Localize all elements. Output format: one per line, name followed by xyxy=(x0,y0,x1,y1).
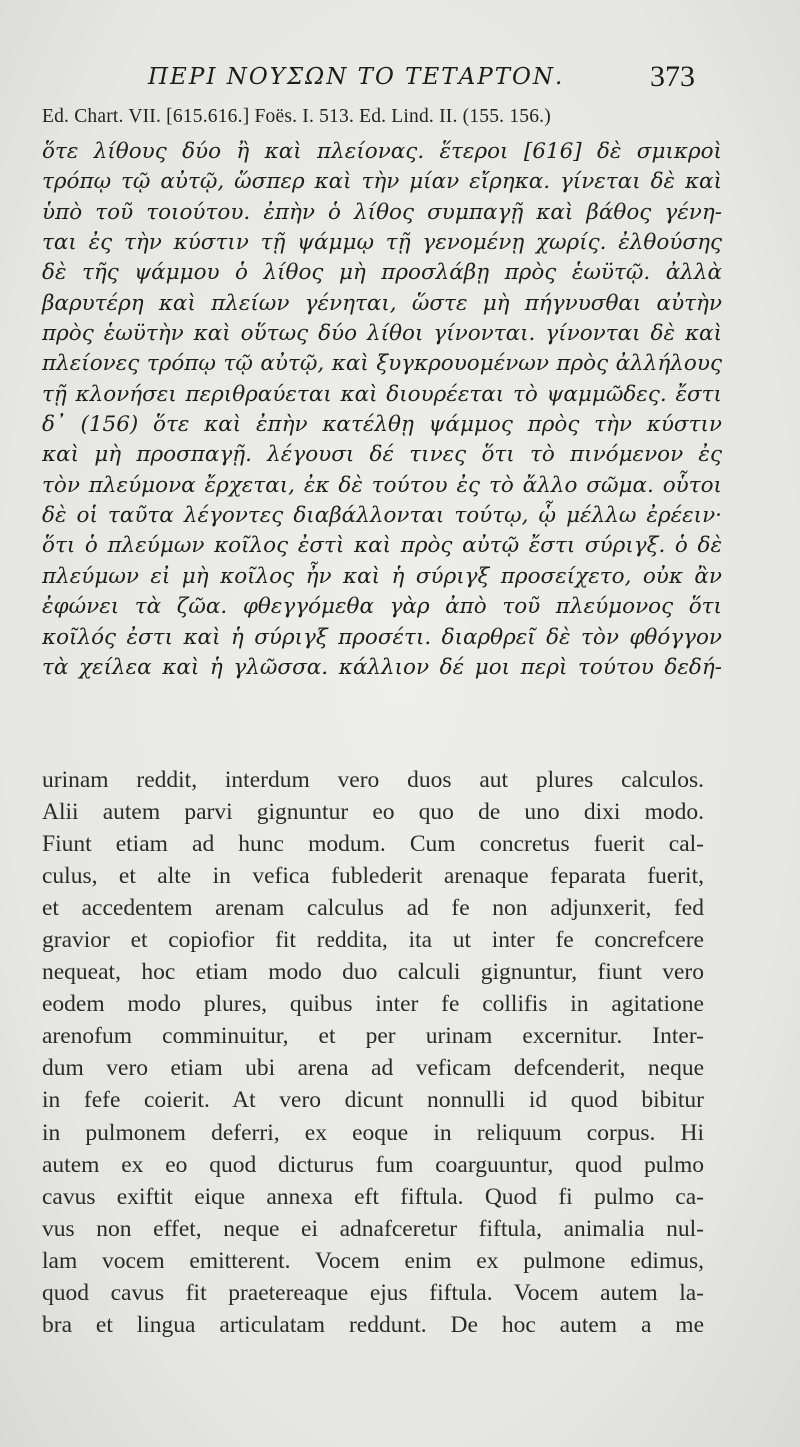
greek-line: πρὸς ἑωϋτὴν καὶ οὕτως δύο λίθοι γίνονται. γίνονται δὲ καὶ xyxy=(42,321,722,347)
latin-line: lam vocem emitterent. Vocem enim ex pulmone edimus, xyxy=(42,1247,704,1274)
latin-line: culus, et alte in vefica fublederit arenaque feparata fuerit, xyxy=(42,863,704,890)
latin-line: autem ex eo quod dicturus fum coarguuntur, quod pulmo xyxy=(42,1151,704,1178)
greek-line: δὲ οἱ ταῦτα λέγοντες διαβάλλονται τούτῳ, ᾧ μέλλω ἐρέειν· xyxy=(42,503,722,529)
greek-text-block xyxy=(42,137,722,683)
latin-line: et accedentem arenam calculus ad fe non adjunxerit, fed xyxy=(42,895,704,922)
page-number: 373 xyxy=(650,60,695,93)
latin-line: Fiunt etiam ad hunc modum. Cum concretus fuerit cal- xyxy=(42,831,704,858)
greek-line: πλεύμων εἰ μὴ κοῖλος ἦν καὶ ἡ σύριγξ προσείχετο, οὐκ ἂν xyxy=(42,563,722,589)
latin-line: in fefe coierit. At vero dicunt nonnulli id quod bibitur xyxy=(42,1087,704,1114)
greek-line: πλείονες τρόπῳ τῷ αὐτῷ, καὶ ξυγκρουομένων πρὸς ἀλλήλους xyxy=(42,351,722,377)
latin-line: vus non effet, neque ei adnafceretur fiftula, animalia nul- xyxy=(42,1215,704,1242)
latin-text-block xyxy=(42,764,704,1341)
running-title: ΠΕΡΙ ΝΟΥΣΩΝ ΤΟ ΤΕΤΑΡΤΟΝ. xyxy=(148,64,565,90)
latin-line: gravior et copiofior fit reddita, ita ut inter fe concrefcere xyxy=(42,927,704,954)
latin-line: urinam reddit, interdum vero duos aut plures calculos. xyxy=(42,767,704,793)
running-head xyxy=(0,58,800,98)
latin-line: dum vero etiam ubi arena ad veficam defcenderit, neque xyxy=(42,1055,704,1082)
greek-line: τῇ κλονήσει περιθραύεται καὶ διουρέεται τὸ ψαμμῶδες. ἔστι xyxy=(42,381,722,407)
greek-line: ὅτι ὁ πλεύμων κοῖλος ἐστὶ καὶ πρὸς αὐτῷ ἔστι σύριγξ. ὁ δὲ xyxy=(42,533,722,559)
greek-line: τὰ χείλεα καὶ ἡ γλῶσσα. κάλλιον δέ μοι περὶ τούτου δεδή- xyxy=(42,654,722,680)
latin-line: Alii autem parvi gignuntur eo quo de uno dixi modo. xyxy=(42,799,704,826)
greek-line: ὅτε λίθους δύο ἢ καὶ πλείονας. ἕτεροι [616] δὲ σμικροὶ xyxy=(42,139,722,164)
latin-line: in pulmonem deferri, ex eoque in reliquum corpus. Hi xyxy=(42,1119,704,1146)
greek-line: δὲ τῆς ψάμμου ὁ λίθος μὴ προσλάβῃ πρὸς ἑωϋτῷ. ἀλλὰ xyxy=(42,260,722,286)
greek-line: ἐφώνει τὰ ζῶα. φθεγγόμεθα γὰρ ἀπὸ τοῦ πλεύμονος ὅτι xyxy=(42,594,722,620)
greek-line: τρόπῳ τῷ αὐτῷ, ὥσπερ καὶ τὴν μίαν εἴρηκα. γίνεται δὲ καὶ xyxy=(42,169,722,195)
latin-line: arenofum comminuitur, et per urinam excernitur. Inter- xyxy=(42,1023,704,1050)
greek-line: τὸν πλεύμονα ἔρχεται, ἐκ δὲ τούτου ἐς τὸ ἄλλο σῶμα. οὗτοι xyxy=(42,472,722,498)
greek-line: βαρυτέρη καὶ πλείων γένηται, ὥστε μὴ πήγνυσθαι αὐτὴν xyxy=(42,290,722,316)
latin-line: bra et lingua articulatam reddunt. De hoc autem a me xyxy=(42,1311,704,1338)
latin-line: quod cavus fit praetereaque ejus fiftula. Vocem autem la- xyxy=(42,1279,704,1306)
greek-line: κοῖλός ἐστι καὶ ἡ σύριγξ προσέτι. διαρθρεῖ δὲ τὸν φθόγγον xyxy=(42,624,722,650)
latin-line: eodem modo plures, quibus inter fe collifis in agitatione xyxy=(42,991,704,1018)
greek-line: καὶ μὴ προσπαγῇ. λέγουσι δέ τινες ὅτι τὸ πινόμενον ἐς xyxy=(42,442,722,468)
latin-line: nequeat, hoc etiam modo duo calculi gignuntur, fiunt vero xyxy=(42,959,704,986)
greek-line: ὑπὸ τοῦ τοιούτου. ἐπὴν ὁ λίθος συμπαγῇ καὶ βάθος γένη- xyxy=(42,199,722,225)
latin-line: cavus exiftit eique annexa eft fiftula. Quod fi pulmo ca- xyxy=(42,1183,704,1210)
edition-reference: Ed. Chart. VII. [615.616.] Foës. I. 513. Ed. Lind. II. (155. 156.) xyxy=(42,106,551,127)
greek-line: ται ἐς τὴν κύστιν τῇ ψάμμῳ τῇ γενομένῃ χωρίς. ἐλθούσης xyxy=(42,230,722,256)
greek-line: δ᾽ (156) ὅτε καὶ ἐπὴν κατέλθῃ ψάμμος πρὸς τὴν κύστιν xyxy=(42,412,722,438)
